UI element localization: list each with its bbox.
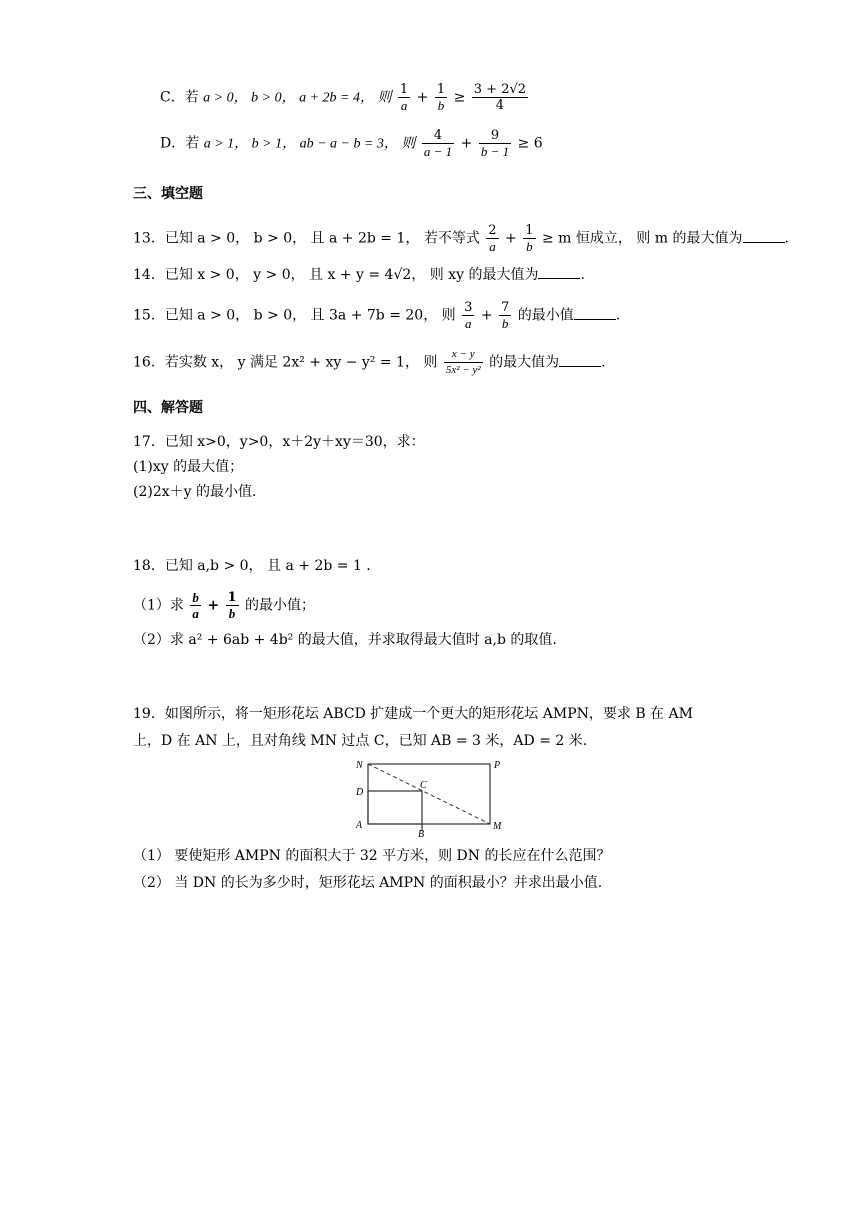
frac-num: 9: [479, 128, 511, 144]
answer-blank[interactable]: [538, 264, 580, 279]
question-18-part-1: [133, 590, 315, 621]
question-14: [133, 264, 585, 285]
frac-den: b: [501, 316, 509, 331]
frac-den: b: [526, 239, 533, 254]
frac-den: a − 1: [423, 144, 453, 159]
frac-num: 7: [501, 300, 510, 315]
q18-frac-1: [190, 590, 201, 621]
frac-num: 3 + 2√2: [473, 82, 527, 97]
label-p: P: [494, 760, 501, 771]
q13-frac-2: [523, 223, 535, 254]
option-c-label: C．若: [160, 89, 199, 106]
frac-den: b − 1: [480, 144, 510, 159]
option-c-frac-1: [398, 82, 410, 113]
frac-num: 1: [227, 590, 237, 605]
option-c-frac-2: [435, 82, 447, 113]
option-c: [160, 82, 530, 113]
q15-frac-2: [499, 300, 511, 331]
q13-text: 13．已知 a > 0， b > 0， 且 a + 2b = 1， 若不等式: [133, 230, 480, 247]
question-19-line-1: 19．如图所示，将一矩形花坛 ABCD 扩建成一个更大的矩形花坛 AMPN，要求 B 在 AM: [133, 706, 693, 722]
frac-den: 5x² − y²: [445, 364, 481, 376]
label-c: C: [420, 780, 427, 791]
option-d-condition: a > 1， b > 1， ab − a − b = 3， 则: [203, 136, 416, 152]
option-c-frac-3: [472, 82, 528, 113]
frac-num: 1: [525, 223, 534, 238]
frac-num: 4: [422, 128, 454, 144]
plus-sign: +: [207, 597, 220, 614]
q15-end: .: [615, 307, 621, 324]
question-19-part-2: （2） 当 DN 的长为多少时，矩形花坛 AMPN 的面积最小？并求出最小值.: [133, 875, 603, 891]
question-17-line-1: 17．已知 x>0，y>0，x＋2y＋xy＝30，求：: [133, 434, 425, 450]
q13-end: .: [784, 230, 789, 247]
option-c-condition: a > 0， b > 0， a + 2b = 4， 则: [203, 90, 392, 106]
answer-blank[interactable]: [574, 305, 616, 320]
q14-text: 14．已知 x > 0， y > 0， 且 x + y = 4√2， 则 xy 的最大值为: [133, 267, 539, 283]
q18-frac-2: [226, 590, 239, 621]
option-d: [160, 128, 543, 159]
plus-sign: +: [480, 307, 493, 324]
frac-den: a: [400, 98, 408, 113]
label-b: B: [418, 829, 425, 838]
option-d-frac-2: [479, 128, 511, 159]
frac-num: 2: [488, 223, 497, 238]
answer-blank[interactable]: [743, 228, 785, 243]
label-n: N: [356, 760, 363, 771]
frac-num: 1: [436, 82, 446, 97]
q16-text-2: 的最大值为: [489, 354, 560, 371]
frac-den: a: [489, 239, 496, 254]
label-m: M: [493, 821, 502, 832]
q18-p1-post: 的最小值；: [245, 597, 316, 614]
label-d: D: [356, 787, 364, 798]
frac-num: x − y: [444, 347, 483, 363]
section-answer-heading: 四、解答题: [133, 400, 203, 416]
question-18-line-1: 18．已知 a,b > 0， 且 a + 2b = 1 .: [133, 558, 371, 574]
plus-sign: +: [505, 230, 517, 247]
question-18-part-2: （2）求 a² + 6ab + 4b² 的最大值，并求取得最大值时 a,b 的取值.: [133, 632, 557, 648]
ge-sign: ≥: [453, 89, 466, 106]
q14-end: .: [580, 267, 585, 283]
q15-frac-1: [462, 300, 474, 331]
question-19-line-2: 上，D 在 AN 上，且对角线 MN 过点 C，已知 AB = 3 米，AD = 2 米.: [133, 733, 588, 749]
frac-den: b: [437, 98, 445, 113]
rect-abcd: [368, 791, 422, 824]
section-fill-in-heading: 三、填空题: [133, 186, 203, 202]
q15-text-2: 的最小值: [517, 307, 574, 324]
frac-num: 1: [399, 82, 409, 97]
question-15: [133, 300, 620, 331]
q15-text: 15．已知 a > 0， b > 0， 且 3a + 7b = 20， 则: [133, 307, 456, 324]
option-d-frac-1: [422, 128, 454, 159]
q13-text-2: ≥ m 恒成立， 则 m 的最大值为: [541, 230, 743, 247]
q16-frac: [444, 347, 483, 378]
rectangle-diagram-svg: [350, 756, 510, 838]
q16-end: .: [601, 354, 606, 371]
frac-num: b: [192, 590, 199, 605]
frac-den: a: [192, 606, 199, 621]
question-13: [133, 223, 789, 254]
question-16: [133, 347, 606, 378]
plus-sign: +: [416, 89, 429, 106]
frac-den: 4: [495, 98, 505, 113]
q18-p1-text: （1）求: [133, 597, 184, 614]
option-d-label: D．若: [160, 135, 200, 152]
q16-text: 16．若实数 x， y 满足 2x² + xy − y² = 1， 则: [133, 354, 438, 371]
question-17-line-2: (1)xy 的最大值；: [133, 459, 244, 475]
q13-frac-1: [486, 223, 498, 254]
rectangle-diagram: [350, 756, 510, 838]
question-17-line-3: (2)2x＋y 的最小值．: [133, 484, 266, 500]
frac-num: 3: [464, 300, 473, 315]
answer-blank[interactable]: [559, 352, 601, 367]
option-d-tail: ≥ 6: [517, 135, 543, 152]
question-19-part-1: （1） 要使矩形 AMPN 的面积大于 32 平方米，则 DN 的长应在什么范围？: [133, 848, 611, 864]
diagonal-mn: [368, 764, 490, 824]
plus-sign: +: [460, 135, 473, 152]
label-a: A: [356, 820, 363, 831]
frac-den: a: [465, 316, 472, 331]
frac-den: b: [228, 606, 236, 621]
